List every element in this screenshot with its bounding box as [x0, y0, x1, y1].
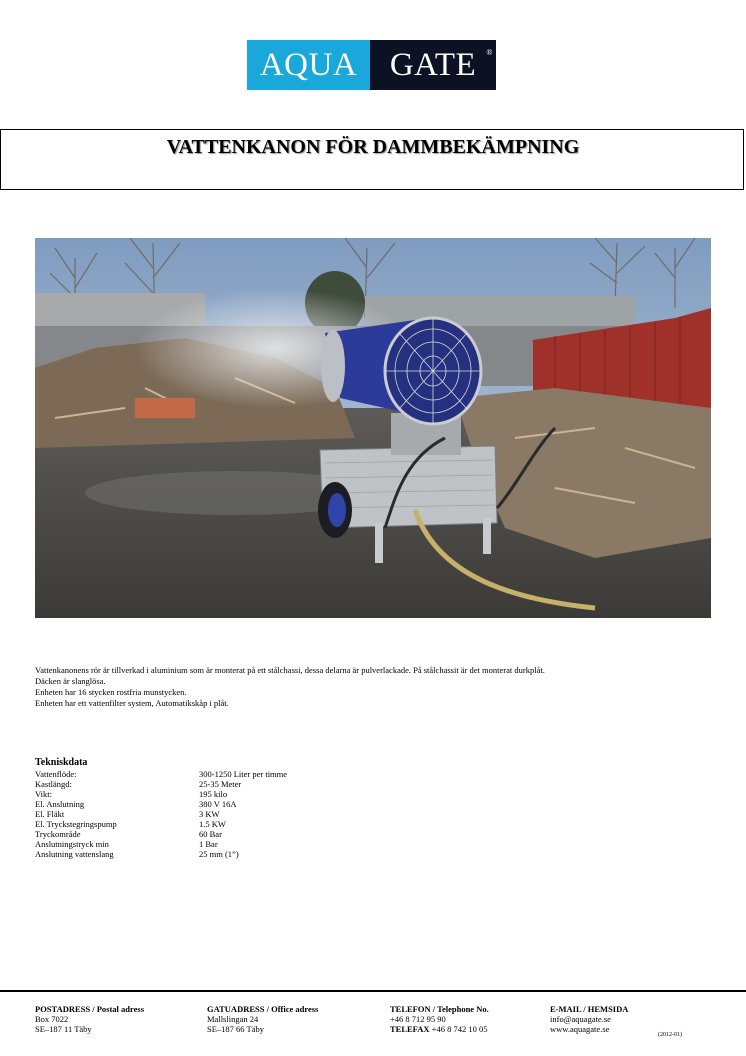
registered-mark: ®: [486, 48, 493, 57]
spec-value: 25 mm (1”): [199, 849, 239, 859]
spec-label: El. Fläkt: [35, 809, 65, 819]
description-line: Däcken är slanglösa.: [35, 676, 106, 686]
spec-value: 380 V 16A: [199, 799, 237, 809]
spec-value: 25-35 Meter: [199, 779, 242, 789]
spec-value: 300-1250 Liter per timme: [199, 769, 288, 779]
specs-table: [35, 769, 287, 859]
footer-postal-line1: Box 7022: [35, 1014, 69, 1024]
spec-label: Anslutning vattenslang: [35, 849, 114, 859]
footer-fax-label: TELEFAX: [390, 1024, 430, 1034]
spec-label: Kastlängd:: [35, 779, 72, 789]
spec-label: Anslutningstryck min: [35, 839, 109, 849]
footer-email-address[interactable]: info@aquagate.se: [550, 1014, 611, 1024]
description-line: Vattenkanonens rör är tillverkad i aluminium som är monterat på ett stålchassi, dessa delarna är pulverlackade. På stålchassit är det monterat durkplåt.: [35, 665, 545, 675]
product-photo: [35, 238, 711, 618]
spec-value: 1 Bar: [199, 839, 218, 849]
footer-office-line2: SE–187 66 Täby: [207, 1024, 264, 1034]
spec-value: 60 Bar: [199, 829, 222, 839]
logo-aqua-part: AQUA: [247, 40, 370, 90]
description-line: Enheten har 16 stycken rostfria munstycken.: [35, 687, 187, 697]
footer-email-heading: E-MAIL / HEMSIDA: [550, 1004, 629, 1014]
footer-postal-heading: POSTADRESS / Postal adress: [35, 1004, 145, 1014]
spec-row: [35, 829, 287, 839]
footer-office: [207, 1004, 318, 1034]
footer-divider: [0, 990, 746, 992]
water-cannon-illustration: [35, 238, 711, 618]
footer-email: [550, 1004, 628, 1034]
spec-row: [35, 849, 287, 859]
spec-label: Vikt:: [35, 789, 52, 799]
spec-row: [35, 819, 287, 829]
logo-gate-part: [370, 40, 496, 90]
spec-value: 195 kilo: [199, 789, 228, 799]
footer-office-heading: GATUADRESS / Office adress: [207, 1004, 319, 1014]
footer-phone-heading: TELEFON / Telephone No.: [390, 1004, 489, 1014]
footer-phone-number: +46 8 712 95 90: [390, 1014, 446, 1024]
spec-value: 1.5 KW: [199, 819, 226, 829]
spec-row: [35, 789, 287, 799]
description-line: Enheten har ett vattenfilter system, Automatikskåp i plåt.: [35, 698, 229, 708]
specs-heading: Tekniskdata: [35, 757, 88, 768]
aquagate-logo: [247, 40, 496, 90]
spec-row: [35, 839, 287, 849]
footer-fax-number: +46 8 742 10 05: [429, 1024, 488, 1034]
logo-gate-text: GATE: [389, 46, 477, 83]
spec-row: [35, 779, 287, 789]
spec-label: El. Anslutning: [35, 799, 85, 809]
footer-phone: [390, 1004, 489, 1034]
spec-value: 3 KW: [199, 809, 220, 819]
footer-postal: [35, 1004, 144, 1034]
spec-row: [35, 809, 287, 819]
footer-fax: [390, 1024, 489, 1034]
product-description: [35, 665, 725, 709]
spec-label: Tryckområde: [35, 829, 81, 839]
footer-website[interactable]: www.aquagate.se: [550, 1024, 610, 1034]
spec-row: [35, 769, 287, 779]
document-date: (2012-01): [658, 1032, 682, 1038]
footer-postal-line2: SE–187 11 Täby: [35, 1024, 92, 1034]
spec-label: El. Tryckstegringspump: [35, 819, 117, 829]
footer-office-line1: Mallslingan 24: [207, 1014, 259, 1024]
spec-row: [35, 799, 287, 809]
page-title: VATTENKANON FÖR DAMMBEKÄMPNING: [166, 136, 580, 158]
spec-label: Vattenflöde:: [35, 769, 77, 779]
